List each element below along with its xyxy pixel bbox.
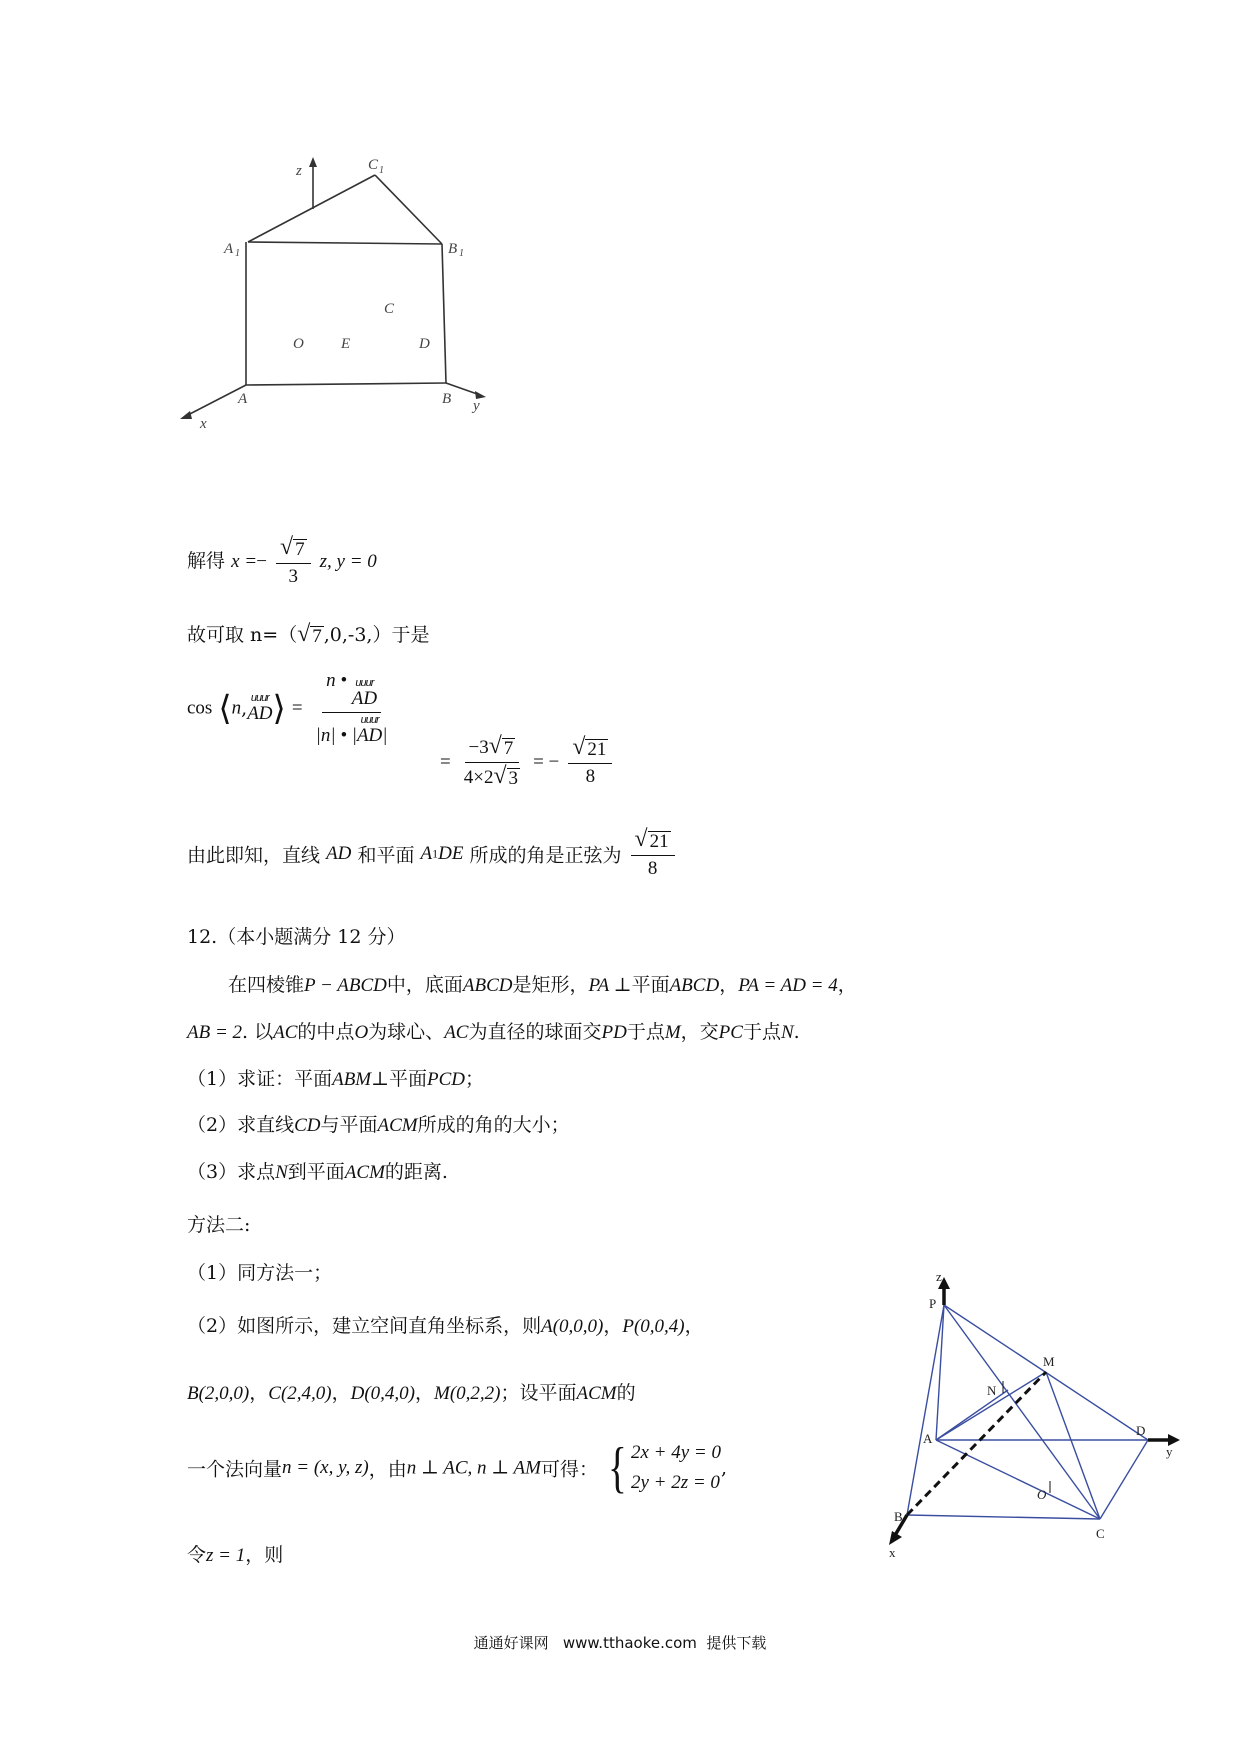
label-n: N xyxy=(987,1383,997,1398)
equation-system: { 2x + 4y = 0 2y + 2z = 0 xyxy=(608,1437,721,1499)
edge-a-b xyxy=(246,383,446,385)
label-x: x xyxy=(200,416,207,432)
step-1: （1）同方法一； xyxy=(187,1262,333,1284)
edge-a1-b1 xyxy=(248,242,442,244)
cos-result-line: = −3 √ 7 4×2 √ 3 = − √ 21 8 xyxy=(440,735,615,790)
step-2-line-3: 一个法向量n = (x, y, z)，由n ⊥ AC, n ⊥ AM可得： { 2x + 4y = 0 2y + 2z = 0 , xyxy=(187,1437,727,1499)
label-m: M xyxy=(1043,1354,1055,1369)
pyramid-figure xyxy=(880,1275,1180,1565)
label-o: O xyxy=(1037,1487,1047,1502)
step-2-line-4: 令z = 1，则 xyxy=(187,1544,284,1566)
edge-dc xyxy=(1100,1440,1148,1519)
question-3: （3）求点N到平面ACM的距离. xyxy=(187,1161,448,1183)
label-a1-sub: 1 xyxy=(235,248,240,259)
question-1: （1）求证：平面ABM⊥平面PCD； xyxy=(187,1068,485,1090)
problem-line-2: AB = 2. 以AC的中点O为球心、AC为直径的球面交PD于点M，交PC于点N. xyxy=(187,1021,800,1043)
label-p: P xyxy=(929,1296,937,1311)
label-c1: C xyxy=(368,157,379,173)
x-arrow-icon xyxy=(180,411,192,419)
edge-bc xyxy=(907,1515,1100,1519)
label-z: z xyxy=(296,163,302,179)
label-a: A xyxy=(923,1431,933,1446)
label-y: y xyxy=(473,398,480,414)
cos-fraction: n • uuur AD |n| • | uuur AD | xyxy=(315,670,388,746)
label-x: x xyxy=(889,1545,896,1560)
label-e: E xyxy=(341,336,351,352)
label-b1: B xyxy=(448,241,458,257)
x-axis xyxy=(184,385,246,417)
solve-fraction: √ 7 3 xyxy=(276,536,311,588)
step-2-line-1: （2）如图所示，建立空间直角坐标系，则A(0,0,0)，P(0,0,4)， xyxy=(187,1315,704,1337)
edge-a1-c1 xyxy=(248,175,375,242)
take-n-line: 故可取 n=（ √ 7 ,0,-3,）于是 xyxy=(187,621,430,647)
label-c: C xyxy=(1096,1526,1105,1541)
edge-c1-b1 xyxy=(375,175,442,244)
page-footer: 通通好课网 www.tthaoke.com 提供下载 xyxy=(473,1634,767,1652)
label-c1-sub: 1 xyxy=(379,165,384,176)
solve-line: 解得 x =− √ 7 3 z, y = 0 xyxy=(187,534,377,587)
label-b1-sub: 1 xyxy=(459,248,464,259)
problem-heading: 12.（本小题满分 12 分） xyxy=(187,926,406,948)
edge-an xyxy=(936,1390,1008,1440)
label-c: C xyxy=(384,301,395,317)
z-arrow-icon xyxy=(309,157,317,167)
cos-formula: cos ⟨n, uuur AD ⟩ = n • uuur AD |n| • | uuur AD | xyxy=(187,670,395,747)
question-2: （2）求直线CD与平面ACM所成的角的大小； xyxy=(187,1114,570,1136)
label-y: y xyxy=(1166,1444,1173,1459)
edge-b1-b xyxy=(442,244,446,383)
prism-figure xyxy=(170,145,530,445)
label-a: A xyxy=(238,391,248,407)
label-a1: A xyxy=(224,241,234,257)
edge-pc xyxy=(944,1305,1100,1519)
label-z: z xyxy=(936,1275,942,1284)
label-d: D xyxy=(419,336,430,352)
conclusion-line: 由此即知，直线 AD 和平面 A1DE 所成的角是正弦为 √ 21 8 xyxy=(187,828,678,880)
label-d: D xyxy=(1136,1423,1146,1438)
label-b: B xyxy=(894,1509,903,1524)
problem-line-1: 在四棱锥P − ABCD中，底面ABCD是矩形，PA ⊥平面ABCD，PA = AD = 4， xyxy=(228,974,857,996)
method-two-label: 方法二: xyxy=(187,1214,251,1236)
step-2-line-2: B(2,0,0)，C(2,4,0)，D(0,4,0)，M(0,2,2)；设平面ACM的 xyxy=(187,1382,636,1404)
label-b: B xyxy=(442,391,452,407)
label-o: O xyxy=(293,336,304,352)
